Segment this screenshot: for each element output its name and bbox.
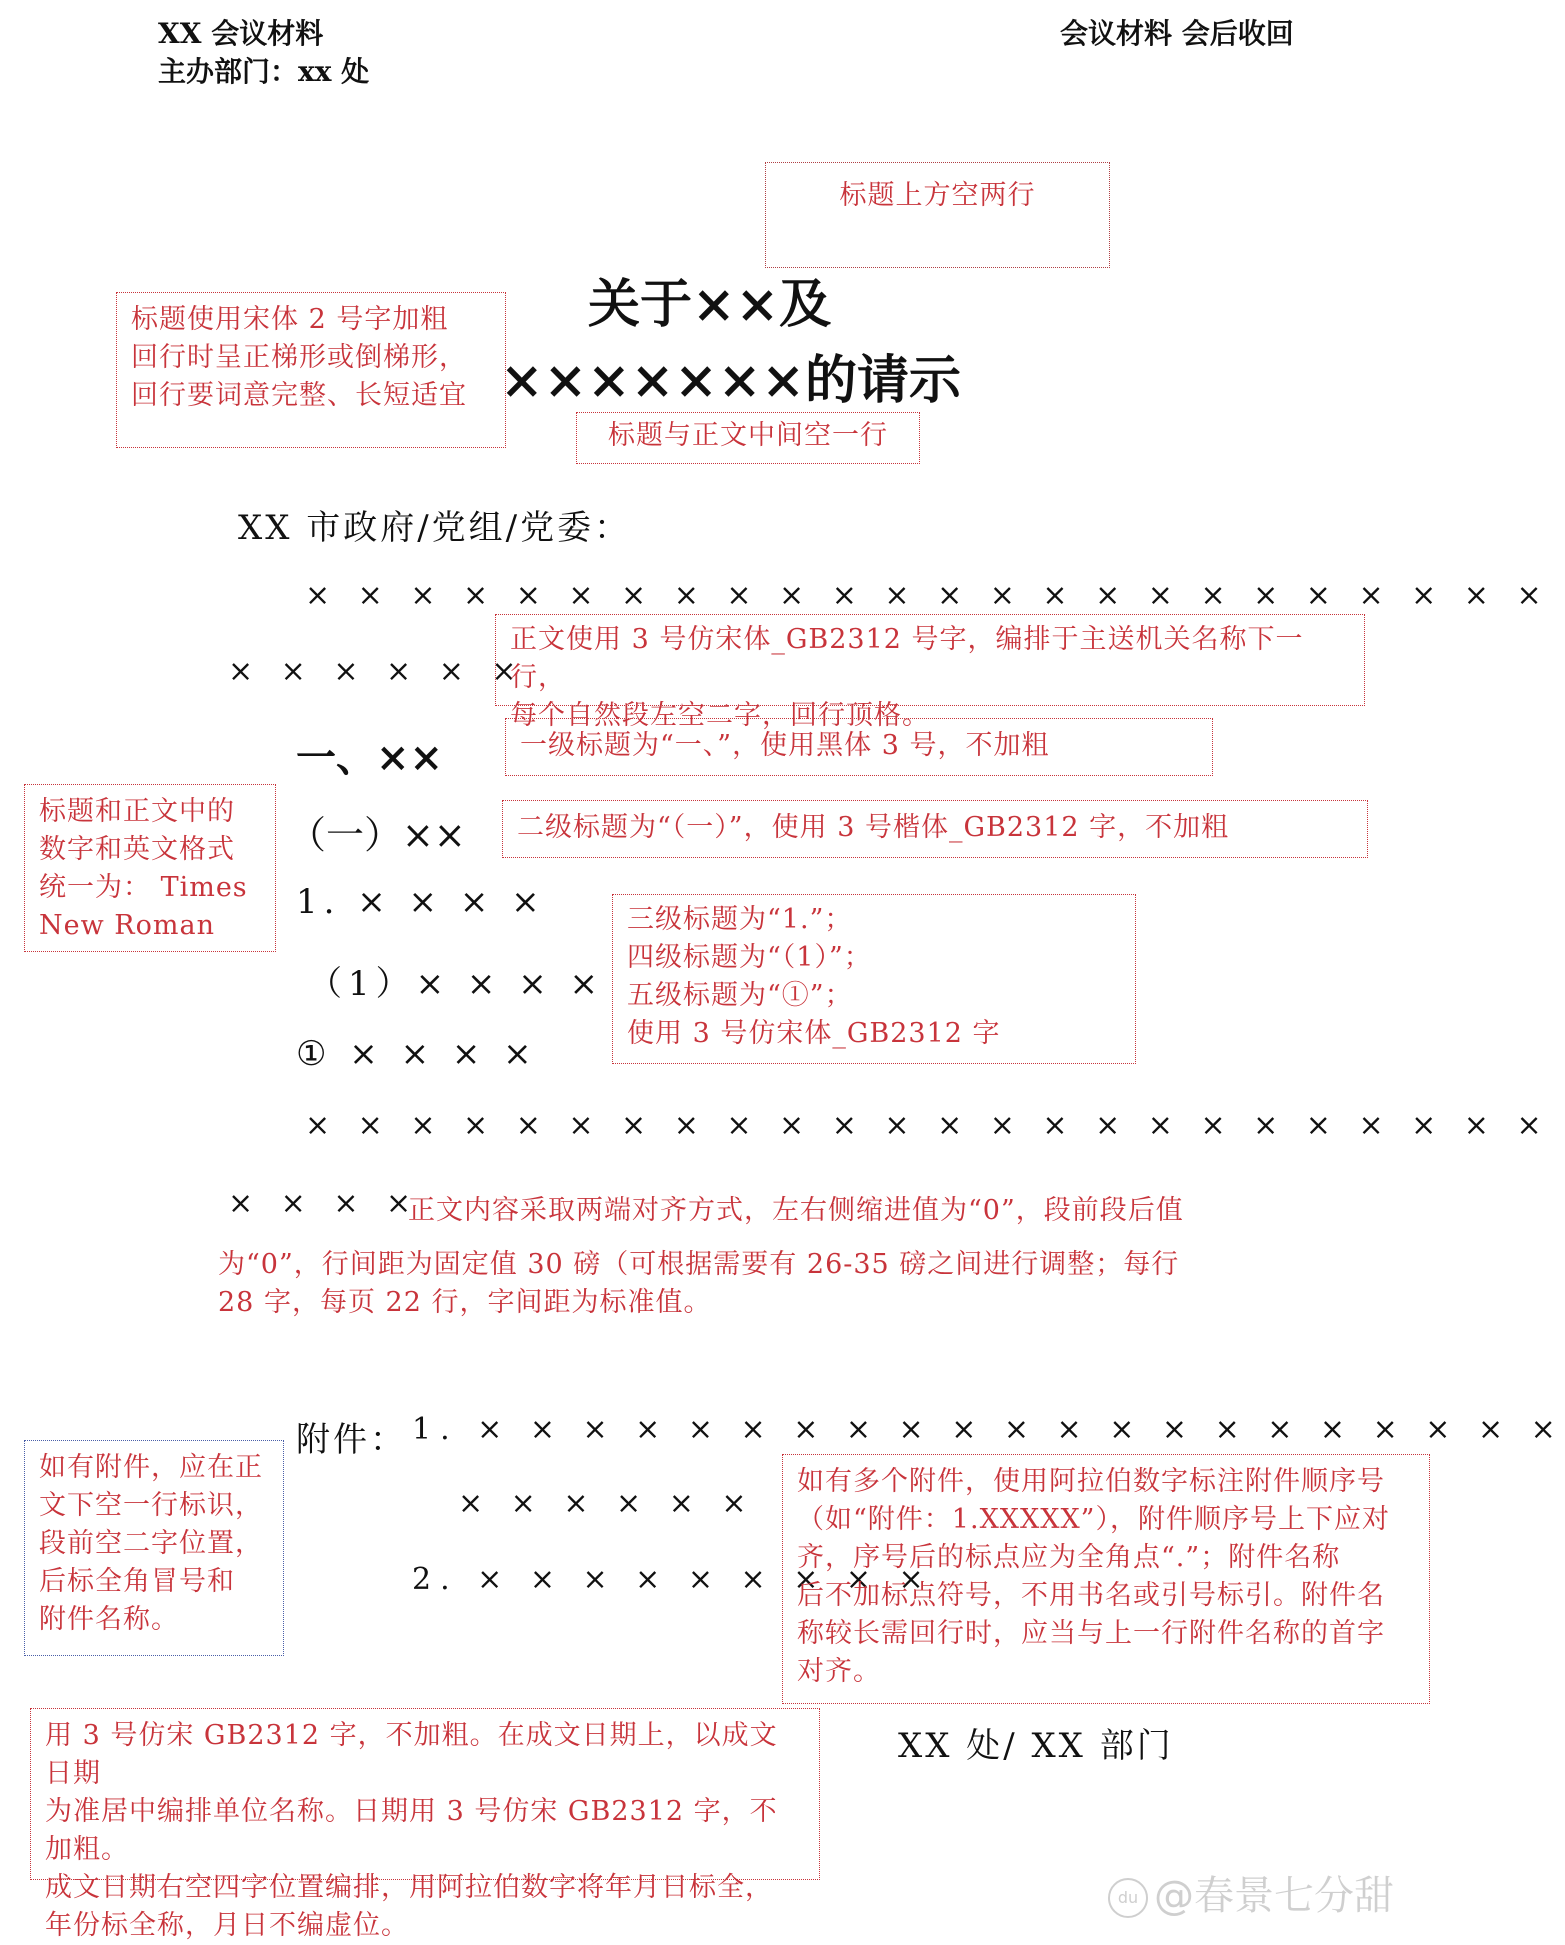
doc-title-line2: ×××××××的请示 [500,350,961,411]
note-heading-1-format: 一级标题为“一、”，使用黑体 3 号，不加粗 [505,718,1213,776]
note-signature-format: 用 3 号仿宋 GB2312 字，不加粗。在成文日期上，以成文日期 为准居中编排单位名称。日期用 3 号仿宋 GB2312 字，不加粗。 成文日期右空四字位置编排，用阿拉伯数字将年月日标全， 年份标全称，月日不编虚位。 [30,1708,820,1880]
attachment-label: 附件： [296,1420,407,1460]
doc-title-line1: 关于××及 [588,274,832,335]
note-number-format: 标题和正文中的 数字和英文格式 统一为： Times New Roman [24,784,276,952]
heading-level-2: （一）×× [288,813,466,857]
note-heading-2-format: 二级标题为“（一）”，使用 3 号楷体_GB2312 字，不加粗 [502,800,1368,858]
watermark-logo-icon: du [1108,1878,1148,1918]
heading-level-5: ① × × × × [296,1034,538,1074]
watermark: du @春景七分甜 [1108,1864,1394,1921]
addressee: XX 市政府/党组/党委： [238,508,632,548]
note-title-top-blank: 标题上方空两行 [765,162,1110,268]
attachment-item-1-line1: 1. × × × × × × × × × × × × × × × × × × × × × [412,1412,1565,1447]
signature-unit: XX 处/ XX 部门 [898,1726,1174,1766]
body-paragraph-2-line2: × × × × [228,1186,421,1221]
note-attachment-single: 如有附件，应在正 文下空一行标识， 段前空二字位置， 后标全角冒号和 附件名称。 [24,1440,284,1656]
note-paragraph-format-line3: 28 字，每页 22 行，字间距为标准值。 [218,1287,712,1318]
heading-level-1: 一、×× [296,734,444,781]
body-paragraph-1-line2: × × × × × × [228,654,526,689]
note-paragraph-format-line1: 正文内容采取两端对齐方式，左右侧缩进值为“0”，段前段后值 [408,1195,1184,1226]
header-host-department: 主办部门：xx 处 [158,55,370,88]
header-meeting-material: XX 会议材料 [158,17,324,50]
attachment-item-1-line2: × × × × × × [458,1486,756,1521]
note-title-format: 标题使用宋体 2 号字加粗 回行时呈正梯形或倒梯形， 回行要词意完整、长短适宜 [116,292,506,448]
note-body-format: 正文使用 3 号仿宋体_GB2312 号字，编排于主送机关名称下一行， 每个自然段左空二字，回行顶格。 [495,614,1365,706]
note-paragraph-format-line2: 为“0”，行间距为固定值 30 磅（可根据需要有 26-35 磅之间进行调整；每行 [218,1249,1180,1280]
body-paragraph-2-line1: × × × × × × × × × × × × × × × × × × × × × × × × [305,1108,1551,1143]
heading-level-4: （1）× × × × [308,964,605,1004]
heading-level-3: 1. × × × × [296,882,546,922]
note-heading-3-5-format: 三级标题为“1.”； 四级标题为“（1）”； 五级标题为“①”； 使用 3 号仿宋体_GB2312 字 [612,894,1136,1064]
note-title-body-gap: 标题与正文中间空一行 [576,412,920,464]
attachment-item-2: 2. × × × × × × × × × [412,1562,933,1597]
body-paragraph-1-line1: × × × × × × × × × × × × × × × × × × × × × × × × [305,578,1551,613]
note-attachment-multiple: 如有多个附件，使用阿拉伯数字标注附件顺序号 （如“附件：1.XXXXX”），附件顺序号上下应对 齐，序号后的标点应为全角点“.”；附件名称 后不加标点符号，不用书名或引号标引。附件名 称较长需回行时，应当与上一行附件名称的首字 对齐。 [782,1454,1430,1704]
header-return-notice: 会议材料 会后收回 [1060,17,1294,50]
